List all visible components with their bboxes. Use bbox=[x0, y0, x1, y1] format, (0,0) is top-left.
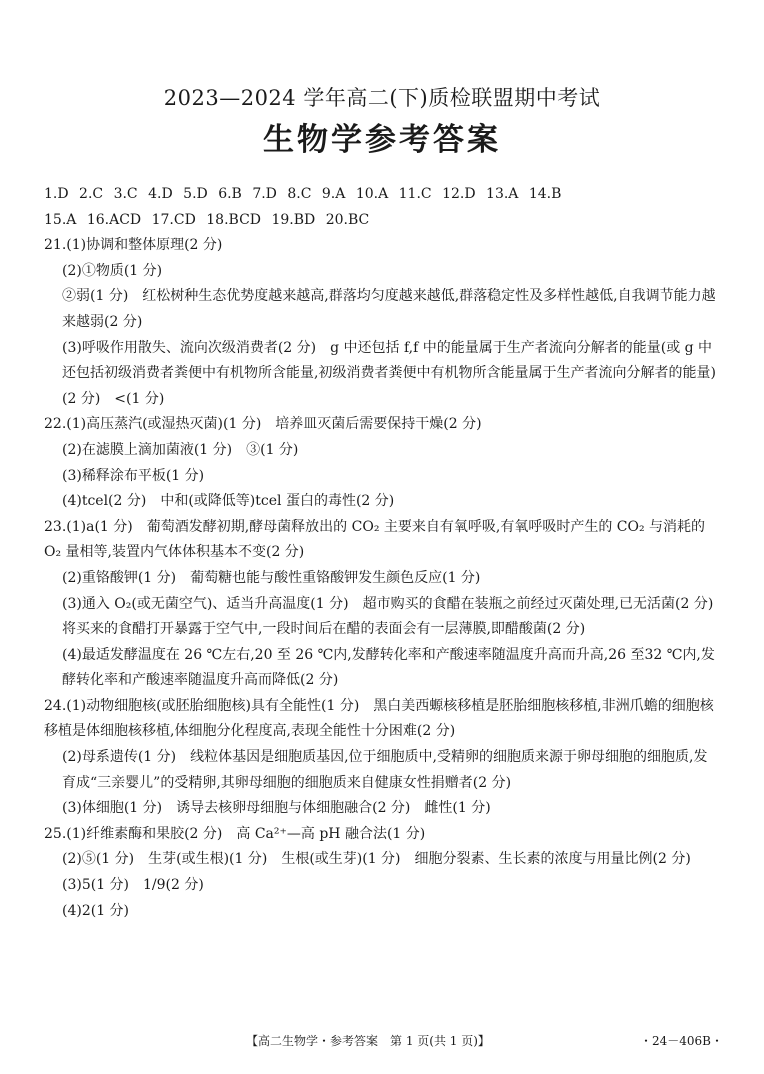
mc-answer: 5.D bbox=[183, 186, 208, 202]
mc-answer: 12.D bbox=[442, 186, 476, 202]
mc-answers-row-2 bbox=[44, 208, 720, 234]
answer-body bbox=[44, 182, 728, 924]
mc-answer: 6.B bbox=[218, 186, 242, 202]
mc-answer: 11.C bbox=[398, 186, 432, 202]
answer-line: 21.(1)协调和整体原理(2 分) bbox=[44, 237, 223, 254]
answer-paragraph: (3)呼吸作用散失、流向次级消费者(2 分) g 中还包括 f,f 中的能量属于生产者流向分解者的能量(或 g 中还包括初级消费者粪便中有机物所含能量,初级消费者粪便中有机物所含能量属于生产者流向分解者的能量)(2 分) <(1 分) bbox=[62, 339, 716, 407]
mc-answer: 4.D bbox=[148, 186, 173, 202]
mc-answer: 15.A bbox=[44, 211, 77, 228]
answer-line: (2)在滤膜上滴加菌液(1 分) ③(1 分) bbox=[62, 441, 299, 458]
answer-paragraph: 24.(1)动物细胞核(或胚胎细胞核)具有全能性(1 分) 黑白美西螈核移植是胚胎细胞核移植,非洲爪蟾的细胞核移植是体细胞核移植,体细胞分化程度高,表现全能性十分困难(2 分) bbox=[44, 697, 714, 740]
answer-paragraph: (2)母系遗传(1 分) 线粒体基因是细胞质基因,位于细胞质中,受精卵的细胞质来源于卵母细胞的细胞质,发育成“三亲婴儿”的受精卵,其卵母细胞的细胞质来自健康女性捐赠者(2 分) bbox=[62, 749, 708, 791]
answer-line: (3)5(1 分) 1/9(2 分) bbox=[62, 877, 204, 894]
mc-answer: 13.A bbox=[486, 186, 519, 202]
question-24 bbox=[44, 694, 720, 822]
question-25 bbox=[44, 822, 720, 924]
answer-line: 22.(1)高压蒸汽(或湿热灭菌)(1 分) 培养皿灭菌后需要保持干燥(2 分) bbox=[44, 416, 482, 433]
mc-answer: 16.ACD bbox=[86, 211, 142, 228]
question-21 bbox=[44, 233, 720, 412]
mc-answer: 18.BCD bbox=[206, 211, 261, 228]
question-22 bbox=[44, 412, 720, 514]
mc-answer: 3.C bbox=[113, 186, 138, 202]
mc-answer: 8.C bbox=[287, 186, 312, 202]
footer-page-info: 【高二生物学・参考答案 第 1 页(共 1 页)】 bbox=[246, 1034, 490, 1048]
footer-code: ・24－406B・ bbox=[640, 1034, 723, 1048]
mc-answer: 2.C bbox=[79, 186, 104, 202]
mc-answer: 14.B bbox=[528, 186, 562, 202]
answer-paragraph: ②弱(1 分) 红松树种生态优势度越来越高,群落均匀度越来越低,群落稳定性及多样性越低,自我调节能力越来越弱(2 分) bbox=[62, 288, 716, 330]
mc-answer: 1.D bbox=[44, 186, 69, 202]
answer-paragraph: 23.(1)a(1 分) 葡萄酒发酵初期,酵母菌释放出的 CO₂ 主要来自有氧呼吸,有氧呼吸时产生的 CO₂ 与消耗的 O₂ 量相等,装置内气体体积基本不变(2 分) bbox=[44, 518, 706, 561]
answer-line: (2)①物质(1 分) bbox=[62, 262, 163, 279]
answer-line: (3)体细胞(1 分) 诱导去核卵母细胞与体细胞融合(2 分) 雌性(1 分) bbox=[62, 800, 491, 817]
answer-paragraph: (4)最适发酵温度在 26 ℃左右,20 至 26 ℃内,发酵转化率和产酸速率随温度升高而升高,26 至32 ℃内,发酵转化率和产酸速率随温度升高而降低(2 分) bbox=[62, 646, 715, 689]
exam-title: 2023—2024 学年高二(下)质检联盟期中考试 bbox=[163, 86, 601, 110]
answer-line: 25.(1)纤维素酶和果胶(2 分) 高 Ca²⁺—高 pH 融合法(1 分) bbox=[44, 825, 426, 842]
answer-paragraph: (3)通入 O₂(或无菌空气)、适当升高温度(1 分) 超市购买的食醋在装瓶之前经过灭菌处理,已无活菌(2 分) 将买来的食醋打开暴露于空气中,一段时间后在醋的表面会有一层薄膜,即醋酸菌(2 分) bbox=[62, 595, 728, 638]
answer-line: (2)重铬酸钾(1 分) 葡萄糖也能与酸性重铬酸钾发生颜色反应(1 分) bbox=[62, 569, 481, 586]
mc-answer: 10.A bbox=[355, 186, 389, 202]
question-23 bbox=[44, 515, 728, 694]
mc-answer: 17.CD bbox=[151, 211, 196, 228]
mc-answer: 7.D bbox=[252, 186, 277, 202]
mc-answer: 9.A bbox=[321, 186, 346, 202]
mc-answer: 19.BD bbox=[271, 211, 316, 228]
answer-line: (4)tcel(2 分) 中和(或降低等)tcel 蛋白的毒性(2 分) bbox=[62, 493, 395, 510]
answer-paragraph: (2)⑤(1 分) 生芽(或生根)(1 分) 生根(或生芽)(1 分) 细胞分裂素、生长素的浓度与用量比例(2 分) bbox=[62, 851, 691, 868]
mc-answer: 20.BC bbox=[325, 211, 370, 228]
answer-line: (3)稀释涂布平板(1 分) bbox=[62, 467, 205, 484]
answer-line: (4)2(1 分) bbox=[62, 902, 130, 919]
mc-answers-row-1 bbox=[44, 182, 720, 208]
answer-key-title: 生物学参考答案 bbox=[263, 122, 501, 158]
